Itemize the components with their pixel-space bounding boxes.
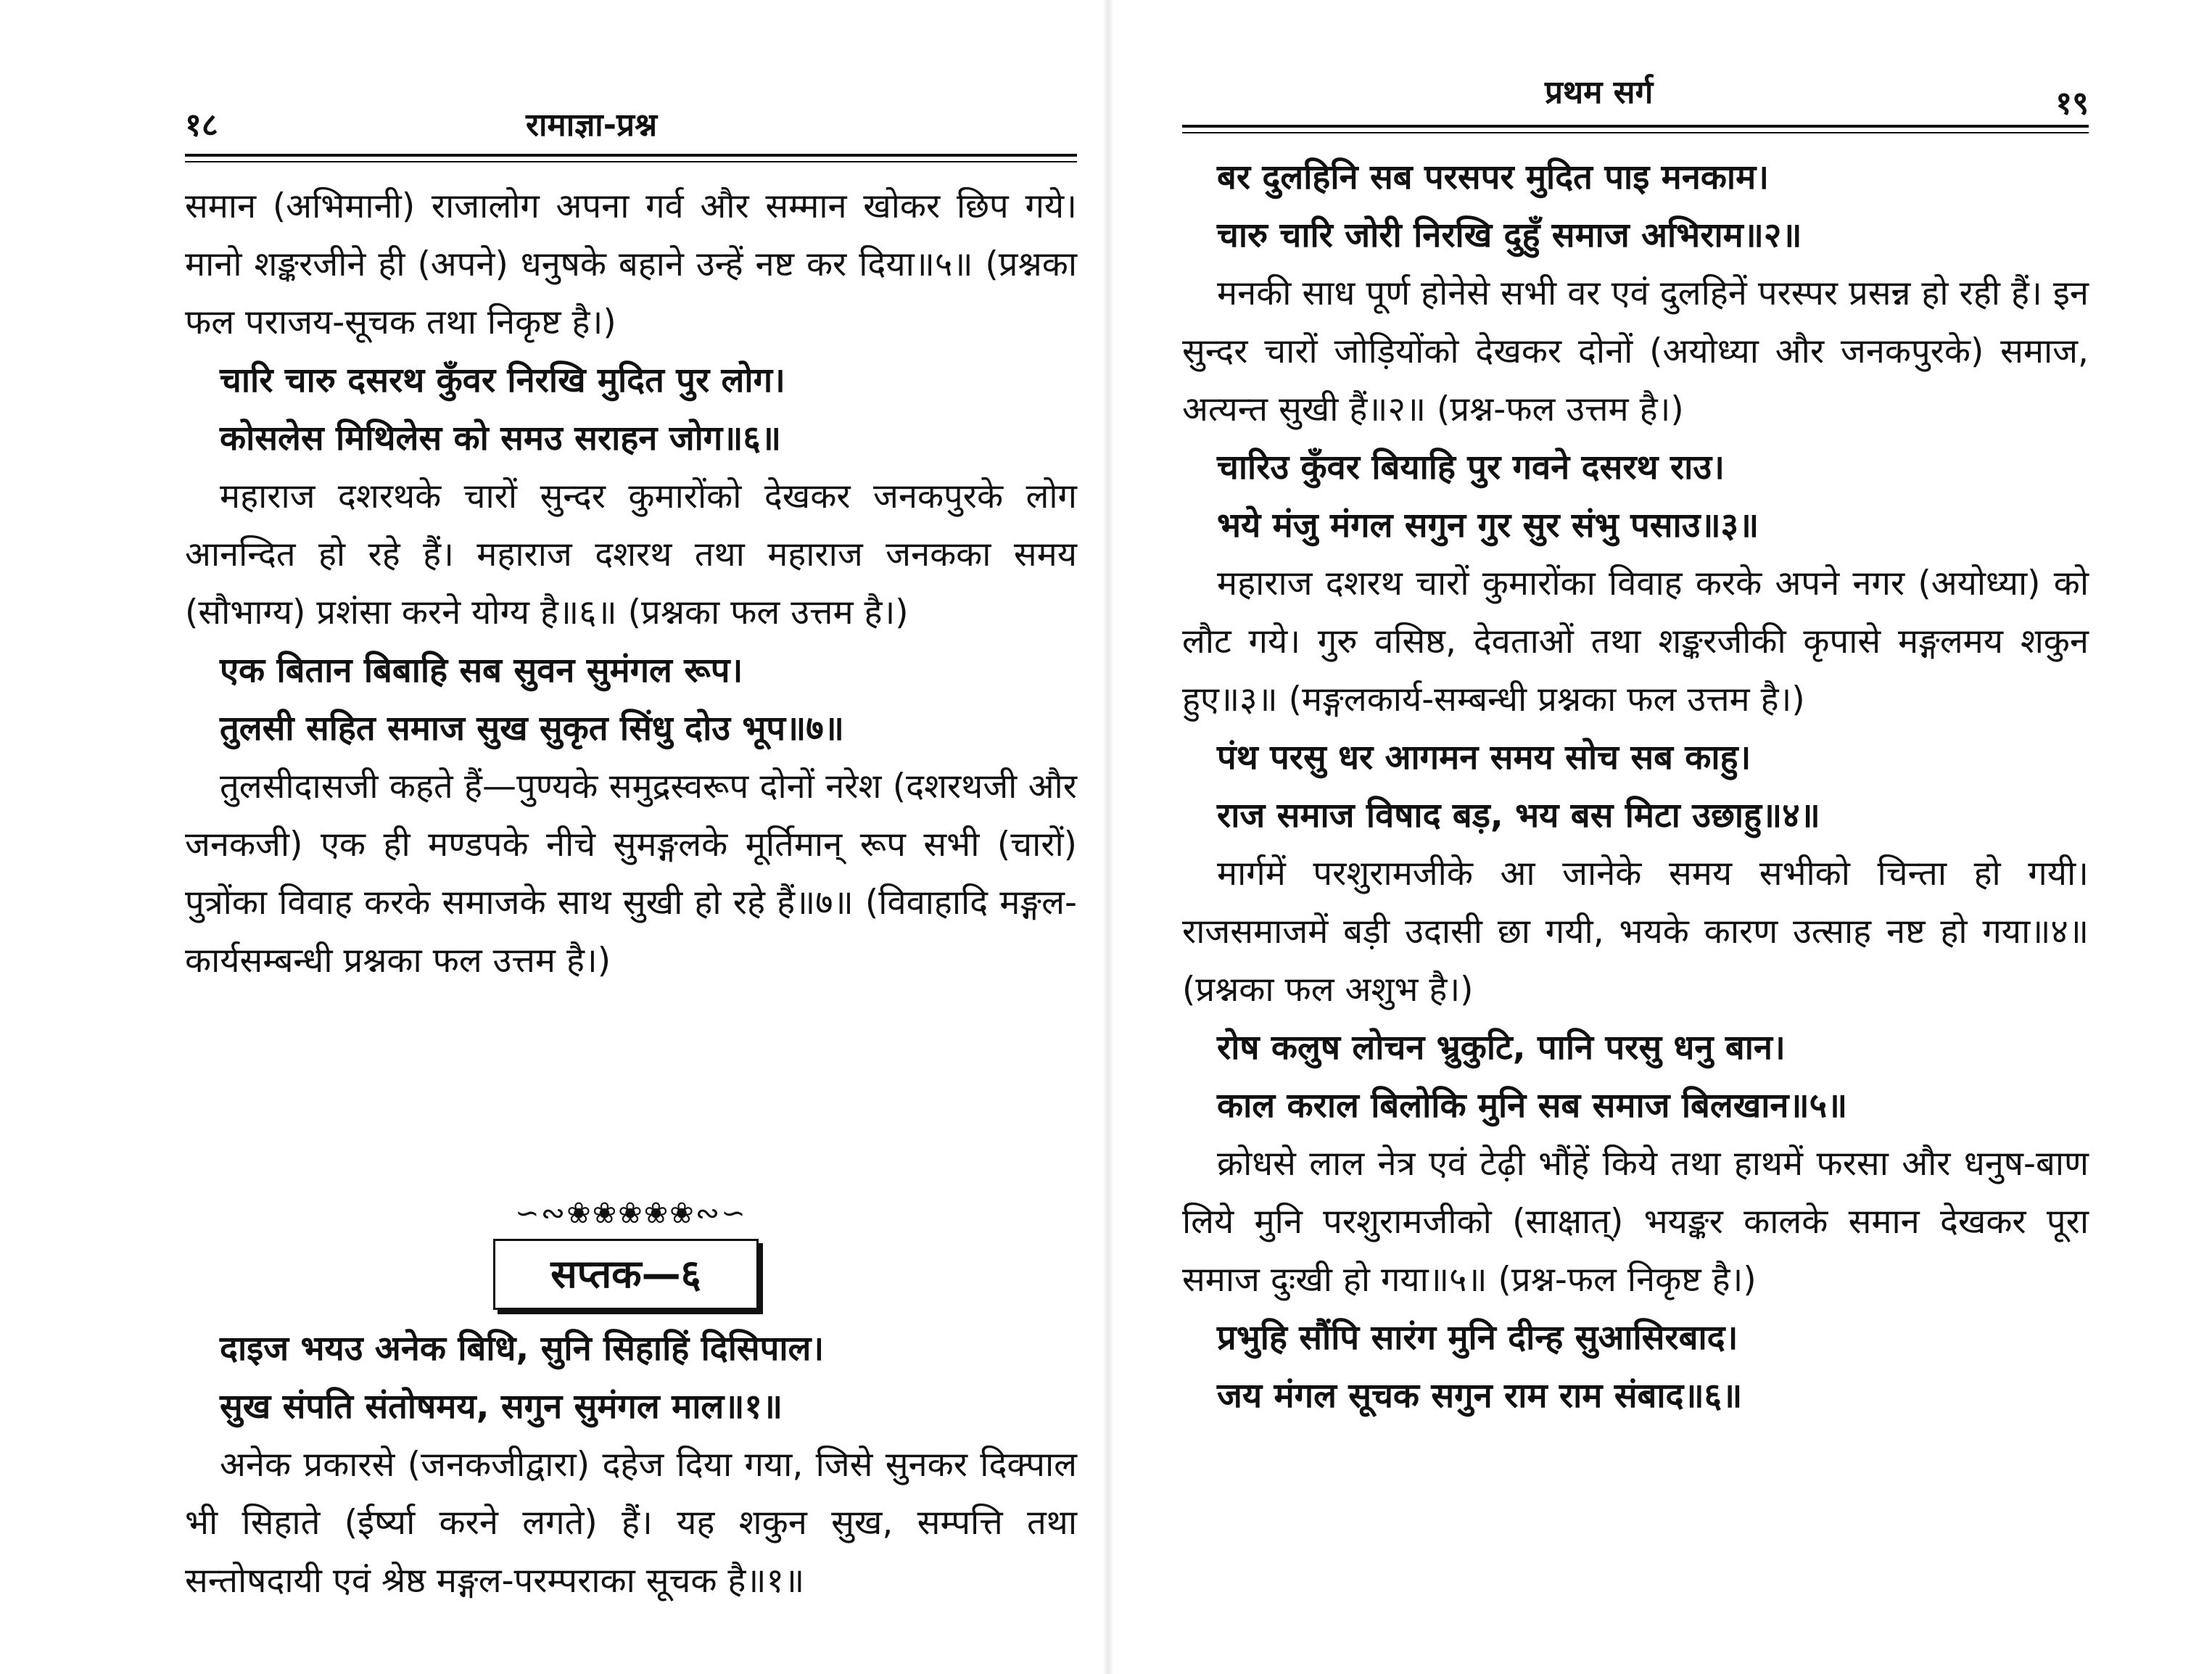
running-title: रामाज्ञा-प्रश्न bbox=[526, 107, 658, 144]
prose-paragraph: मनकी साध पूर्ण होनेसे सभी वर एवं दुलहिनें परस्पर प्रसन्न हो रही हैं। इन सुन्दर चारों जोड़ियोंको देखकर दोनों (अयोध्या और जनकपुरके) समाज, अत्यन्त सुखी हैं॥२॥ (प्रश्न-फल उत्तम है।) bbox=[1182, 273, 2089, 429]
verse-line: रोष कलुष लोचन भ्रुकुटि, पानि परसु धनु बान। bbox=[1217, 1028, 1786, 1068]
left-page bbox=[0, 0, 1095, 1674]
prose-paragraph: समान (अभिमानी) राजालोग अपना गर्व और सम्मान खोकर छिप गये। मानो शङ्करजीने ही (अपने) धनुषके बहाने उन्हें नष्ट कर दिया॥५॥ (प्रश्नका फल पराजय-सूचक तथा निकृष्ट है।) bbox=[185, 186, 1077, 342]
left-page-header bbox=[185, 102, 1077, 152]
verse-line: सुख संपति संतोषमय, सगुन सुमंगल माल॥१॥ bbox=[220, 1387, 783, 1427]
prose-paragraph: क्रोधसे लाल नेत्र एवं टेढ़ी भौंहें किये तथा हाथमें फरसा और धनुष-बाण लिये मुनि परशुरामजीको (साक्षात्) भयङ्कर कालके समान देखकर पूरा समाज दुःखी हो गया॥५॥ (प्रश्न-फल निकृष्ट है।) bbox=[1182, 1144, 2089, 1300]
verse-line: चारु चारि जोरी निरखि दुहुँ समाज अभिराम॥२॥ bbox=[1217, 215, 1802, 255]
page-number: १८ bbox=[185, 107, 218, 144]
prose-paragraph: महाराज दशरथ चारों कुमारोंका विवाह करके अपने नगर (अयोध्या) को लौट गये। गुरु वसिष्ठ, देवताओं तथा शङ्करजीकी कृपासे मङ्गलमय शकुन हुए॥३॥ (मङ्गलकार्य-सम्बन्धी प्रश्नका फल उत्तम है।) bbox=[1182, 564, 2089, 720]
prose-paragraph: महाराज दशरथके चारों सुन्दर कुमारोंको देखकर जनकपुरके लोग आनन्दित हो रहे हैं। महाराज दशरथ तथा महाराज जनकका समय (सौभाग्य) प्रशंसा करने योग्य है॥६॥ (प्रश्नका फल उत्तम है।) bbox=[185, 477, 1077, 632]
verse-line: एक बितान बिबाहि सब सुवन सुमंगल रूप। bbox=[220, 651, 743, 690]
verse-line: पंथ परसु धर आगमन समय सोच सब काहु। bbox=[1217, 738, 1751, 778]
prose-paragraph: अनेक प्रकारसे (जनकजीद्वारा) दहेज दिया गया, जिसे सुनकर दिक्पाल भी सिहाते (ईर्ष्या करने लगते) हैं। यह शकुन सुख, सम्पत्ति तथा सन्तोषदायी एवं श्रेष्ठ मङ्गल-परम्पराका सूचक है॥१॥ bbox=[185, 1445, 1077, 1601]
verse-line: काल कराल बिलोकि मुनि सब समाज बिलखान॥५॥ bbox=[1217, 1086, 1848, 1126]
ornament-divider: ∽∾❀❀❀❀❀∾∽ bbox=[515, 1197, 747, 1230]
left-page-body-lower bbox=[185, 1320, 1077, 1610]
right-page bbox=[1110, 0, 2212, 1674]
header-rule bbox=[1182, 125, 2089, 128]
verse-block bbox=[185, 1320, 1077, 1436]
left-page-body bbox=[185, 178, 1077, 990]
header-rule-thin bbox=[185, 161, 1077, 162]
verse-line: भये मंजु मंगल सगुन गुर सुर संभु पसाउ॥३॥ bbox=[1217, 506, 1759, 545]
verse-block bbox=[1182, 149, 2089, 265]
verse-block bbox=[1182, 439, 2089, 555]
page-number: १९ bbox=[2055, 85, 2089, 122]
verse-block bbox=[1182, 1309, 2089, 1425]
verse-line: कोसलेस मिथिलेस को समउ सराहन जोग॥६॥ bbox=[220, 418, 781, 458]
verse-block bbox=[1182, 729, 2089, 845]
right-page-body bbox=[1182, 149, 2089, 1425]
prose-paragraph: तुलसीदासजी कहते हैं—पुण्यके समुद्रस्वरूप दोनों नरेश (दशरथजी और जनकजी) एक ही मण्डपके नीचे सुमङ्गलके मूर्तिमान् रूप सभी (चारों) पुत्रोंका विवाह करके समाजके साथ सुखी हो रहे हैं॥७॥ (विवाहादि मङ्गल-कार्यसम्बन्धी प्रश्नका फल उत्तम है।) bbox=[185, 767, 1077, 981]
verse-line: राज समाज विषाद बड़, भय बस मिटा उछाहु॥४॥ bbox=[1217, 796, 1820, 836]
verse-line: चारि चारु दसरथ कुँवर निरखि मुदित पुर लोग। bbox=[220, 360, 785, 400]
verse-block bbox=[185, 642, 1077, 758]
verse-line: जय मंगल सूचक सगुन राम राम संबाद॥६॥ bbox=[1217, 1376, 1743, 1416]
verse-block bbox=[185, 352, 1077, 468]
section-heading-box: सप्तक—६ bbox=[493, 1239, 759, 1310]
verse-line: तुलसी सहित समाज सुख सुकृत सिंधु दोउ भूप॥७॥ bbox=[220, 709, 844, 749]
verse-line: बर दुलहिनि सब परसपर मुदित पाइ मनकाम। bbox=[1217, 157, 1770, 197]
verse-line: दाइज भयउ अनेक बिधि, सुनि सिहाहिं दिसिपाल। bbox=[220, 1329, 825, 1369]
header-rule-thin bbox=[1182, 132, 2089, 133]
header-rule bbox=[185, 154, 1077, 157]
verse-line: प्रभुहि सौंपि सारंग मुनि दीन्ह सुआसिरबाद। bbox=[1217, 1318, 1738, 1358]
running-title: प्रथम सर्ग bbox=[1545, 74, 1654, 111]
verse-block bbox=[1182, 1019, 2089, 1135]
verse-line: चारिउ कुँवर बियाहि पुर गवने दसरथ राउ। bbox=[1217, 448, 1725, 487]
prose-paragraph: मार्गमें परशुरामजीके आ जानेके समय सभीको चिन्ता हो गयी। राजसमाजमें बड़ी उदासी छा गयी, भयके कारण उत्साह नष्ट हो गया॥४॥ (प्रश्नका फल अशुभ है।) bbox=[1182, 854, 2089, 1010]
